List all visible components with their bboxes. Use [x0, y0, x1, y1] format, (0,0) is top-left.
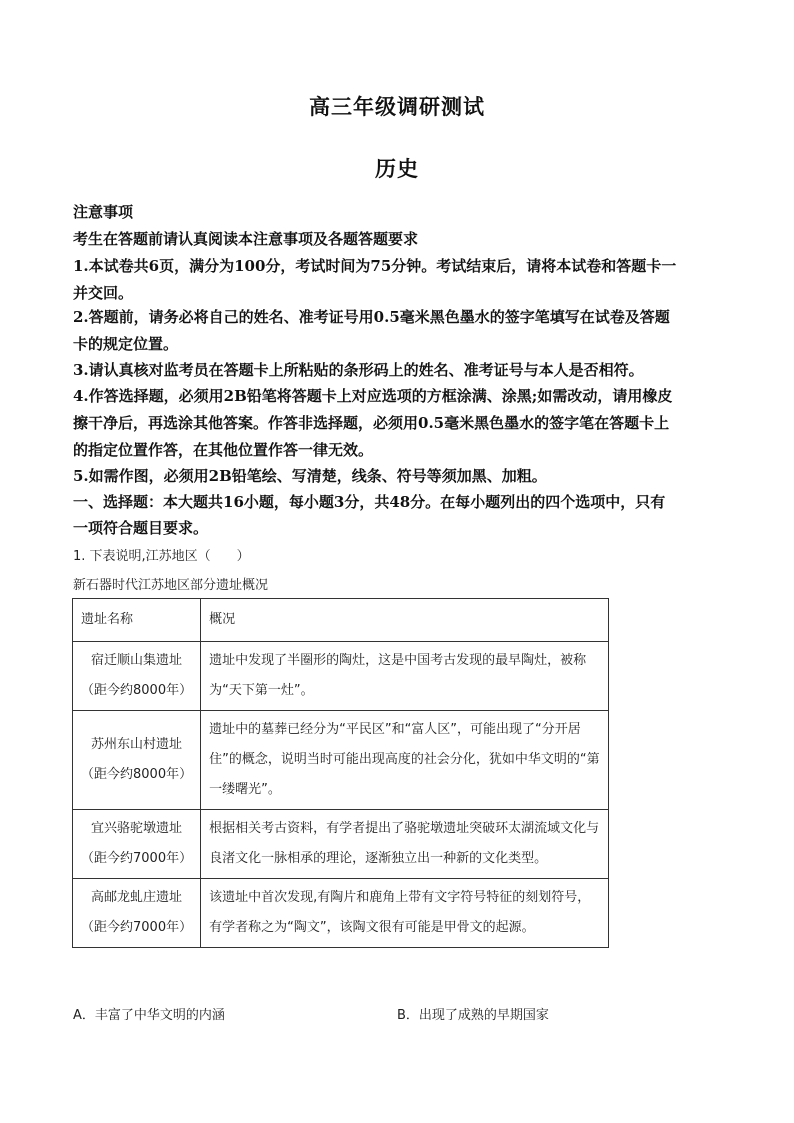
notes-line: 5.如需作图，必须用2B铅笔绘、写清楚，线条、符号等须加黑、加粗。	[73, 467, 547, 485]
notes-heading: 注意事项	[73, 203, 134, 221]
option-a: A．丰富了中华文明的内涵	[73, 1008, 225, 1023]
site-name: 苏州东山村遗址	[91, 737, 183, 752]
notes-line: 2.答题前，请务必将自己的姓名、准考证号用0.5毫米黑色墨水的签字笔填写在试卷及答题	[73, 308, 670, 326]
question-stem: 1. 下表说明,江苏地区（ ）	[73, 549, 250, 564]
site-name: 高邮龙虬庄遗址	[91, 890, 183, 905]
table-header-row	[73, 599, 609, 642]
notes-line: 的指定位置作答，在其他位置作答一律无效。	[73, 441, 374, 459]
subject-title: 历史	[375, 156, 419, 181]
notes-line: 并交回。	[73, 284, 134, 302]
site-name: 宜兴骆驼墩遗址	[91, 821, 183, 836]
column-header: 概况	[201, 599, 609, 642]
site-age: （距今约8000年）	[81, 683, 193, 698]
section-heading: 一项符合题目要求。	[73, 519, 209, 537]
table-row	[73, 879, 609, 948]
exam-title: 高三年级调研测试	[309, 94, 485, 119]
site-desc: 遗址中发现了半圈形的陶灶，这是中国考古发现的最早陶灶，被称为“天下第一灶”。	[201, 642, 609, 711]
notes-line: 擦干净后，再选涂其他答案。作答非选择题，必须用0.5毫米黑色墨水的签字笔在答题卡上	[73, 414, 670, 432]
notes-line: 3.请认真核对监考员在答题卡上所粘贴的条形码上的姓名、准考证号与本人是否相符。	[73, 361, 644, 379]
site-name-cell	[73, 642, 201, 711]
table-caption: 新石器时代江苏地区部分遗址概况	[73, 578, 269, 593]
site-age: （距今约7000年）	[81, 851, 193, 866]
sites-table	[72, 598, 609, 948]
notes-line: 考生在答题前请认真阅读本注意事项及各题答题要求	[73, 230, 419, 248]
notes-line: 4.作答选择题，必须用2B铅笔将答题卡上对应选项的方框涂满、涂黑;如需改动，请用橡皮	[73, 387, 673, 405]
option-b: B．出现了成熟的早期国家	[397, 1008, 549, 1023]
table-row	[73, 642, 609, 711]
site-desc: 遗址中的墓葬已经分为“平民区”和“富人区”，可能出现了“分开居住”的概念，说明当时可能出现高度的社会分化，犹如中华文明的“第一缕曙光”。	[201, 711, 609, 810]
site-desc: 根据相关考古资料，有学者提出了骆驼墩遗址突破环太湖流域文化与良渚文化一脉相承的理论，逐渐独立出一种新的文化类型。	[201, 810, 609, 879]
site-desc: 该遗址中首次发现,有陶片和鹿角上带有文字符号特征的刻划符号，有学者称之为“陶文”，该陶文很有可能是甲骨文的起源。	[201, 879, 609, 948]
notes-line: 卡的规定位置。	[73, 335, 179, 353]
site-name-cell	[73, 711, 201, 810]
site-age: （距今约7000年）	[81, 920, 193, 935]
column-header: 遗址名称	[73, 599, 201, 642]
site-name-cell	[73, 879, 201, 948]
table-row	[73, 810, 609, 879]
site-name-cell	[73, 810, 201, 879]
site-name: 宿迁顺山集遗址	[91, 653, 183, 668]
notes-line: 1.本试卷共6页，满分为100分，考试时间为75分钟。考试结束后，请将本试卷和答题卡一	[73, 257, 677, 275]
site-age: （距今约8000年）	[81, 767, 193, 782]
section-heading: 一、选择题：本大题共16小题，每小题3分，共48分。在每小题列出的四个选项中，只有	[73, 493, 666, 511]
table-row	[73, 711, 609, 810]
